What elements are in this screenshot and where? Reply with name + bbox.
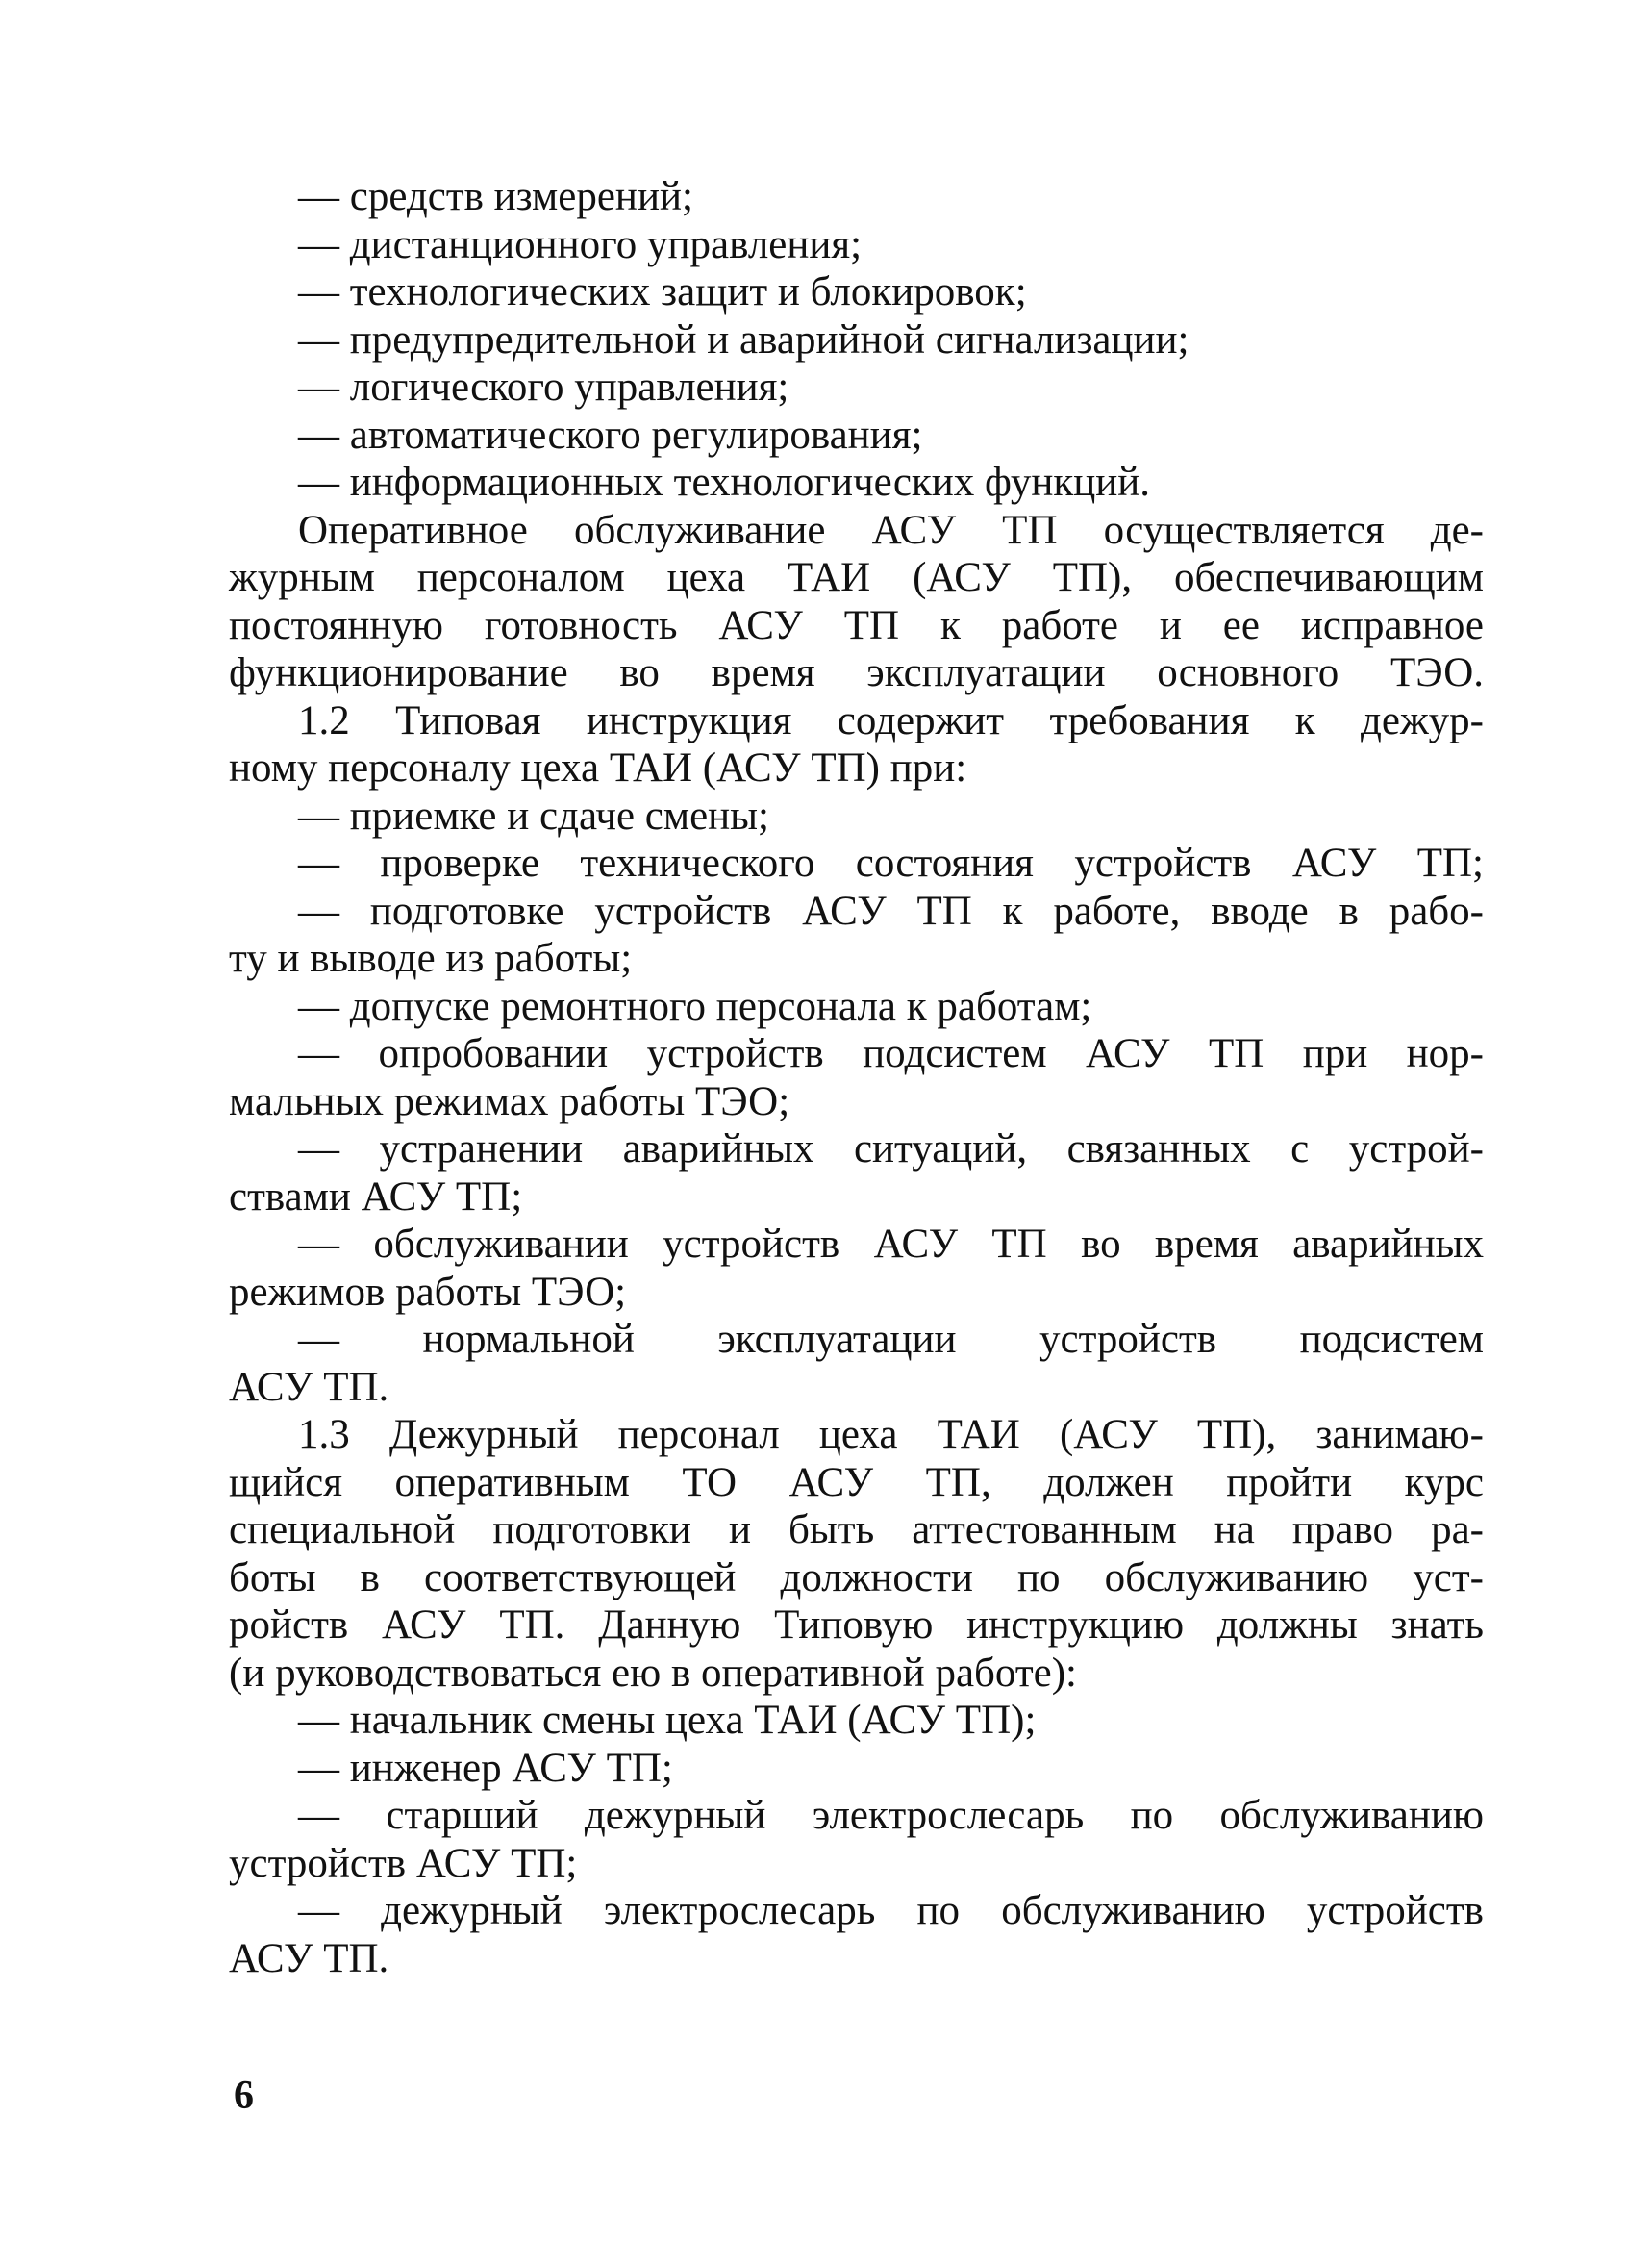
list-item-shift-handover: — приемке и сдаче смены; (298, 793, 770, 839)
paragraph-line: ройств АСУ ТП. Данную Типовую инструкцию должны знать (229, 1602, 1484, 1648)
list-item-logic-control: — логического управления; (298, 365, 789, 410)
paragraph-line: (и руководствоваться ею в оперативной работе): (229, 1650, 1077, 1696)
body-text (229, 173, 1484, 1982)
list-item-signaling: — предупредительной и аварийной сигнализации; (298, 316, 1189, 363)
list-item-engineer: — инженер АСУ ТП; (298, 1745, 673, 1791)
list-item-electrician-cont: АСУ ТП. (229, 1935, 389, 1981)
section-1-2-heading-line: 1.2 Типовая инструкция содержит требования к дежур- (298, 697, 1484, 743)
list-item-testing: — опробовании устройств подсистем АСУ ТП при нор- (298, 1031, 1484, 1076)
list-item-senior-electrician-cont: устройств АСУ ТП; (229, 1840, 578, 1886)
paragraph-line: журным персоналом цеха ТАИ (АСУ ТП), обеспечивающим (229, 555, 1484, 600)
paragraph-line: специальной подготовки и быть аттестованным на право ра- (229, 1507, 1484, 1552)
list-item-protections: — технологических защит и блокировок; (298, 269, 1027, 315)
list-item-emergency-fix: — устранении аварийных ситуаций, связанных с устрой- (298, 1126, 1484, 1172)
paragraph-line: Оперативное обслуживание АСУ ТП осуществляется де- (298, 507, 1484, 553)
list-item-normal-operation: — нормальной эксплуатации устройств подсистем (298, 1317, 1484, 1362)
list-item-electrician: — дежурный электрослесарь по обслуживанию устройств (298, 1888, 1484, 1933)
list-item-testing-cont: мальных режимах работы ТЭО; (229, 1078, 790, 1124)
list-item-emergency-fix-cont: ствами АСУ ТП; (229, 1173, 523, 1220)
list-item-measuring: — средств измерений; (298, 174, 693, 219)
paragraph-line: функционирование во время эксплуатации основного ТЭО. (229, 650, 1484, 695)
list-item-emergency-service-cont: режимов работы ТЭО; (229, 1269, 627, 1315)
list-item-regulation: — автоматического регулирования; (298, 412, 923, 458)
paragraph-line: ному персоналу цеха ТАИ (АСУ ТП) при: (229, 745, 967, 791)
list-item-shift-chief: — начальник смены цеха ТАИ (АСУ ТП); (298, 1698, 1037, 1743)
list-item-preparation-cont: ту и выводе из работы; (229, 936, 633, 981)
section-1-3-heading-line: 1.3 Дежурный персонал цеха ТАИ (АСУ ТП), занимаю- (298, 1412, 1484, 1457)
list-item-technical-check: — проверке технического состояния устройств АСУ ТП; (298, 841, 1484, 886)
paragraph-line: постоянную готовность АСУ ТП к работе и ее исправное (229, 602, 1484, 648)
paragraph-line: боты в соответствующей должности по обслуживанию уст- (229, 1554, 1484, 1600)
list-item-emergency-service: — обслуживании устройств АСУ ТП во время аварийных (298, 1222, 1484, 1267)
page-number: 6 (234, 2074, 254, 2118)
list-item-senior-electrician: — старший дежурный электрослесарь по обслуживанию (298, 1793, 1484, 1838)
list-item-info-functions: — информационных технологических функций. (298, 460, 1151, 505)
list-item-repair-access: — допуске ремонтного персонала к работам; (298, 983, 1092, 1029)
paragraph-line: щийся оперативным ТО АСУ ТП, должен пройти курс (229, 1459, 1484, 1505)
list-item-preparation: — подготовке устройств АСУ ТП к работе, вводе в рабо- (298, 888, 1484, 934)
list-item-normal-operation-cont: АСУ ТП. (229, 1364, 389, 1410)
list-item-remote-control: — дистанционного управления; (298, 221, 863, 267)
